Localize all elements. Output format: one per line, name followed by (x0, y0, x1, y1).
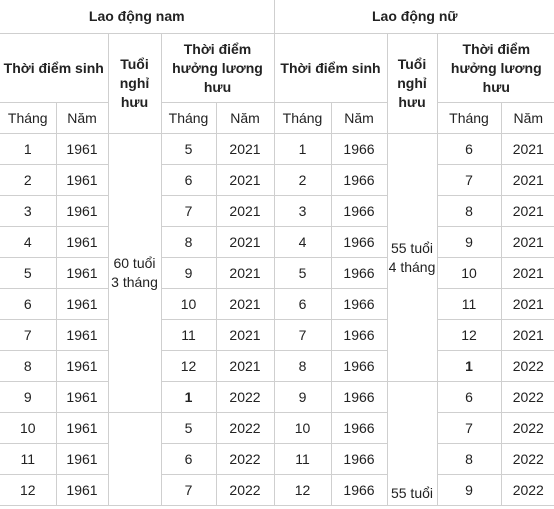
male-pension-month-cell: 1 (161, 382, 216, 413)
female-birth-year-header: Năm (331, 103, 387, 134)
female-pension-year-cell: 2022 (501, 351, 554, 382)
retire-age-cell (387, 382, 437, 506)
male-birth-month-cell: 5 (0, 258, 56, 289)
male-pension-month-cell: 9 (161, 258, 216, 289)
male-birth-month-cell: 7 (0, 320, 56, 351)
female-birth-month-cell: 1 (274, 134, 331, 165)
female-birth-month-cell: 9 (274, 382, 331, 413)
table-row (0, 196, 554, 227)
male-birth-year-cell: 1961 (56, 258, 108, 289)
pension-time-line-1: Thời điểm (462, 40, 531, 57)
female-pension-year-cell: 2021 (501, 165, 554, 196)
male-birth-month-cell: 9 (0, 382, 56, 413)
female-retire-age-header (387, 34, 437, 134)
male-birth-time-header: Thời điểm sinh (0, 34, 108, 103)
female-pension-month-cell: 10 (437, 258, 501, 289)
male-pension-year-header: Năm (216, 103, 274, 134)
female-birth-month-cell: 6 (274, 289, 331, 320)
male-birth-month-cell: 2 (0, 165, 56, 196)
male-birth-year-cell: 1961 (56, 351, 108, 382)
male-pension-year-cell: 2022 (216, 444, 274, 475)
table-row (0, 289, 554, 320)
female-pension-year-cell: 2021 (501, 289, 554, 320)
male-pension-month-cell: 8 (161, 227, 216, 258)
female-birth-year-cell: 1966 (331, 134, 387, 165)
male-pension-month-cell: 7 (161, 475, 216, 506)
female-pension-year-header: Năm (501, 103, 554, 134)
male-pension-year-cell: 2021 (216, 351, 274, 382)
pension-time-line-2: hưởng lương (450, 59, 542, 76)
pension-time-line-2: hưởng lương (172, 59, 263, 76)
retire-age-cell (108, 413, 161, 506)
female-birth-month-cell: 10 (274, 413, 331, 444)
male-pension-year-cell: 2021 (216, 196, 274, 227)
female-birth-year-cell: 1966 (331, 289, 387, 320)
retire-age-line-3: hưu (120, 94, 149, 110)
male-pension-month-cell: 7 (161, 196, 216, 227)
male-birth-month-cell: 4 (0, 227, 56, 258)
retire-age-line-1: Tuổi (397, 56, 427, 72)
male-pension-month-cell: 12 (161, 351, 216, 382)
male-pension-year-cell: 2022 (216, 413, 274, 444)
retire-age-cell (108, 134, 161, 413)
table-row (0, 444, 554, 475)
female-birth-year-cell: 1966 (331, 413, 387, 444)
male-pension-year-cell: 2021 (216, 320, 274, 351)
female-pension-year-cell: 2021 (501, 320, 554, 351)
male-pension-month-cell: 6 (161, 444, 216, 475)
pension-time-line-1: Thời điểm (183, 40, 252, 57)
female-group-header: Lao động nữ (274, 0, 554, 34)
male-pension-month-cell: 5 (161, 413, 216, 444)
male-birth-month-cell: 6 (0, 289, 56, 320)
male-birth-year-cell: 1961 (56, 165, 108, 196)
retire-age-text: 60 tuổi (113, 255, 156, 271)
female-birth-year-cell: 1966 (331, 258, 387, 289)
female-birth-year-cell: 1966 (331, 320, 387, 351)
female-birth-year-cell: 1966 (331, 444, 387, 475)
female-pension-month-header: Tháng (437, 103, 501, 134)
male-birth-month-header: Tháng (0, 103, 56, 134)
male-pension-month-header: Tháng (161, 103, 216, 134)
female-birth-year-cell: 1966 (331, 165, 387, 196)
male-birth-year-cell: 1961 (56, 196, 108, 227)
male-birth-year-cell: 1961 (56, 382, 108, 413)
male-birth-year-cell: 1961 (56, 320, 108, 351)
retire-age-line-2: nghỉ (119, 75, 150, 91)
male-pension-year-cell: 2021 (216, 258, 274, 289)
female-pension-year-cell: 2022 (501, 444, 554, 475)
female-birth-month-cell: 7 (274, 320, 331, 351)
female-birth-year-cell: 1966 (331, 227, 387, 258)
female-pension-month-cell: 8 (437, 196, 501, 227)
female-birth-year-cell: 1966 (331, 196, 387, 227)
female-pension-month-cell: 12 (437, 320, 501, 351)
male-birth-year-cell: 1961 (56, 227, 108, 258)
female-pension-time-header (437, 34, 554, 103)
male-birth-year-cell: 1961 (56, 475, 108, 506)
female-pension-month-cell: 7 (437, 165, 501, 196)
female-pension-month-cell: 6 (437, 134, 501, 165)
female-pension-month-cell: 8 (437, 444, 501, 475)
table-row (0, 413, 554, 444)
male-birth-year-cell: 1961 (56, 444, 108, 475)
female-birth-month-cell: 2 (274, 165, 331, 196)
male-birth-month-cell: 11 (0, 444, 56, 475)
male-birth-year-cell: 1961 (56, 413, 108, 444)
male-pension-month-cell: 10 (161, 289, 216, 320)
retire-age-text: 55 tuổi (390, 485, 434, 501)
female-pension-month-cell: 9 (437, 475, 501, 506)
female-birth-year-cell: 1966 (331, 382, 387, 413)
group-header-row (0, 0, 554, 34)
male-birth-month-cell: 8 (0, 351, 56, 382)
female-pension-year-cell: 2021 (501, 134, 554, 165)
retire-age-text: 55 tuổi (390, 239, 434, 256)
pension-time-line-3: hưu (482, 78, 510, 95)
male-pension-year-cell: 2021 (216, 227, 274, 258)
male-birth-year-header: Năm (56, 103, 108, 134)
table-row (0, 320, 554, 351)
male-birth-month-cell: 3 (0, 196, 56, 227)
female-birth-month-cell: 12 (274, 475, 331, 506)
female-pension-month-cell: 9 (437, 227, 501, 258)
retire-age-line-3: hưu (398, 94, 426, 110)
male-pension-year-cell: 2022 (216, 475, 274, 506)
table-row (0, 382, 554, 413)
female-pension-month-cell: 6 (437, 382, 501, 413)
female-pension-month-cell: 1 (437, 351, 501, 382)
female-pension-month-cell: 11 (437, 289, 501, 320)
male-birth-year-cell: 1961 (56, 134, 108, 165)
retire-age-cell (387, 134, 437, 382)
female-birth-month-cell: 8 (274, 351, 331, 382)
male-retire-age-header (108, 34, 161, 134)
retire-age-line-2: nghỉ (397, 75, 427, 91)
female-pension-year-cell: 2022 (501, 382, 554, 413)
retire-age-text: 4 tháng (388, 258, 436, 275)
female-birth-time-header: Thời điểm sinh (274, 34, 387, 103)
female-pension-year-cell: 2022 (501, 475, 554, 506)
male-pension-month-cell: 11 (161, 320, 216, 351)
table-row (0, 258, 554, 289)
table-row (0, 475, 554, 506)
female-birth-month-cell: 11 (274, 444, 331, 475)
male-pension-year-cell: 2021 (216, 289, 274, 320)
table-row (0, 134, 554, 165)
male-pension-month-cell: 6 (161, 165, 216, 196)
female-pension-year-cell: 2022 (501, 413, 554, 444)
male-pension-year-cell: 2021 (216, 165, 274, 196)
table-row (0, 165, 554, 196)
female-birth-year-cell: 1966 (331, 351, 387, 382)
table-row (0, 227, 554, 258)
female-pension-year-cell: 2021 (501, 258, 554, 289)
table-row (0, 351, 554, 382)
male-birth-month-cell: 10 (0, 413, 56, 444)
male-birth-year-cell: 1961 (56, 289, 108, 320)
female-birth-month-cell: 3 (274, 196, 331, 227)
female-birth-year-cell: 1966 (331, 475, 387, 506)
retire-age-text: 3 tháng (111, 274, 158, 290)
male-pension-year-cell: 2021 (216, 134, 274, 165)
female-birth-month-cell: 5 (274, 258, 331, 289)
female-birth-month-header: Tháng (274, 103, 331, 134)
retire-age-line-1: Tuổi (120, 56, 149, 72)
female-birth-month-cell: 4 (274, 227, 331, 258)
male-birth-month-cell: 12 (0, 475, 56, 506)
female-pension-year-cell: 2021 (501, 196, 554, 227)
pension-time-line-3: hưu (203, 78, 232, 95)
female-pension-month-cell: 7 (437, 413, 501, 444)
male-group-header: Lao động nam (0, 0, 274, 34)
male-birth-month-cell: 1 (0, 134, 56, 165)
male-pension-time-header (161, 34, 274, 103)
sub-header-row (0, 103, 554, 134)
column-header-row (0, 34, 554, 103)
female-pension-year-cell: 2021 (501, 227, 554, 258)
male-pension-year-cell: 2022 (216, 382, 274, 413)
male-pension-month-cell: 5 (161, 134, 216, 165)
